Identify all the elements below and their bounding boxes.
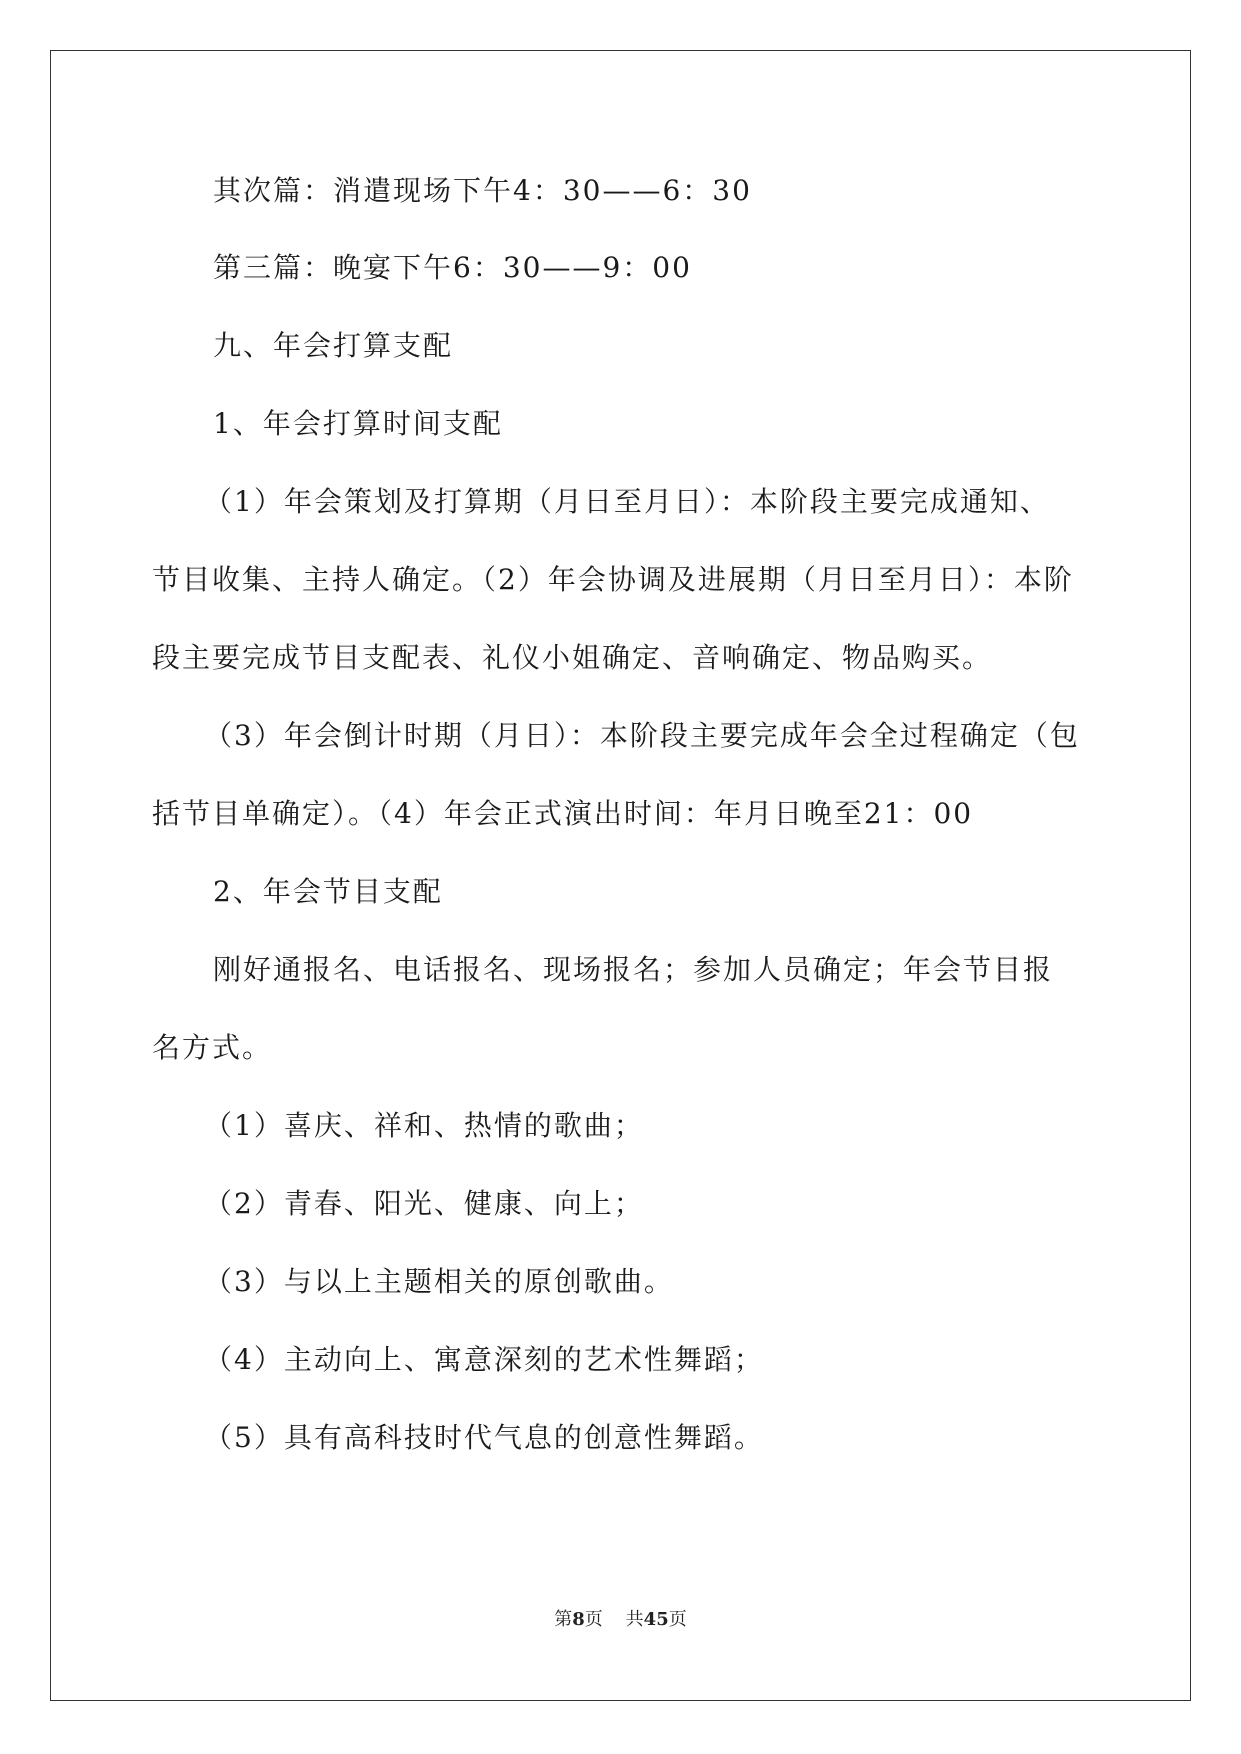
- page-number: 8: [572, 1609, 585, 1630]
- total-pages: 45: [643, 1609, 669, 1630]
- page-footer: [0, 1608, 1241, 1632]
- text-line: 其次篇：消遣现场下午4：30——6：30: [213, 174, 752, 207]
- list-item: （4）主动向上、寓意深刻的艺术性舞蹈；: [204, 1343, 764, 1376]
- total-suffix: 页: [668, 1609, 687, 1630]
- text-line: 刚好通报名、电话报名、现场报名；参加人员确定；年会节目报: [213, 953, 1054, 986]
- subsection-heading: 2、年会节目支配: [213, 875, 443, 908]
- text-line: 节目收集、主持人确定。（2）年会协调及进展期（月日至月日）：本阶: [152, 563, 1074, 596]
- text-line: 第三篇：晚宴下午6：30——9：00: [213, 251, 692, 284]
- page-prefix: 第: [554, 1609, 573, 1630]
- text-line: （1）年会策划及打算期（月日至月日）：本阶段主要完成通知、: [204, 485, 1050, 518]
- text-line: 段主要完成节目支配表、礼仪小姐确定、音响确定、物品购买。: [152, 641, 993, 674]
- list-item: （1）喜庆、祥和、热情的歌曲；: [204, 1109, 644, 1142]
- text-line: 名方式。: [152, 1031, 273, 1064]
- text-line: 括节目单确定）。（4）年会正式演出时间：年月日晚至21：00: [152, 797, 974, 830]
- list-item: （5）具有高科技时代气息的创意性舞蹈。: [204, 1421, 764, 1454]
- list-item: （2）青春、阳光、健康、向上；: [204, 1187, 644, 1220]
- section-heading: 九、年会打算支配: [213, 329, 454, 362]
- subsection-heading: 1、年会打算时间支配: [213, 407, 503, 440]
- page-suffix: 页: [584, 1609, 603, 1630]
- list-item: （3）与以上主题相关的原创歌曲。: [204, 1265, 674, 1298]
- text-line: （3）年会倒计时期（月日）：本阶段主要完成年会全过程确定（包: [204, 719, 1080, 752]
- total-prefix: 共: [625, 1609, 644, 1630]
